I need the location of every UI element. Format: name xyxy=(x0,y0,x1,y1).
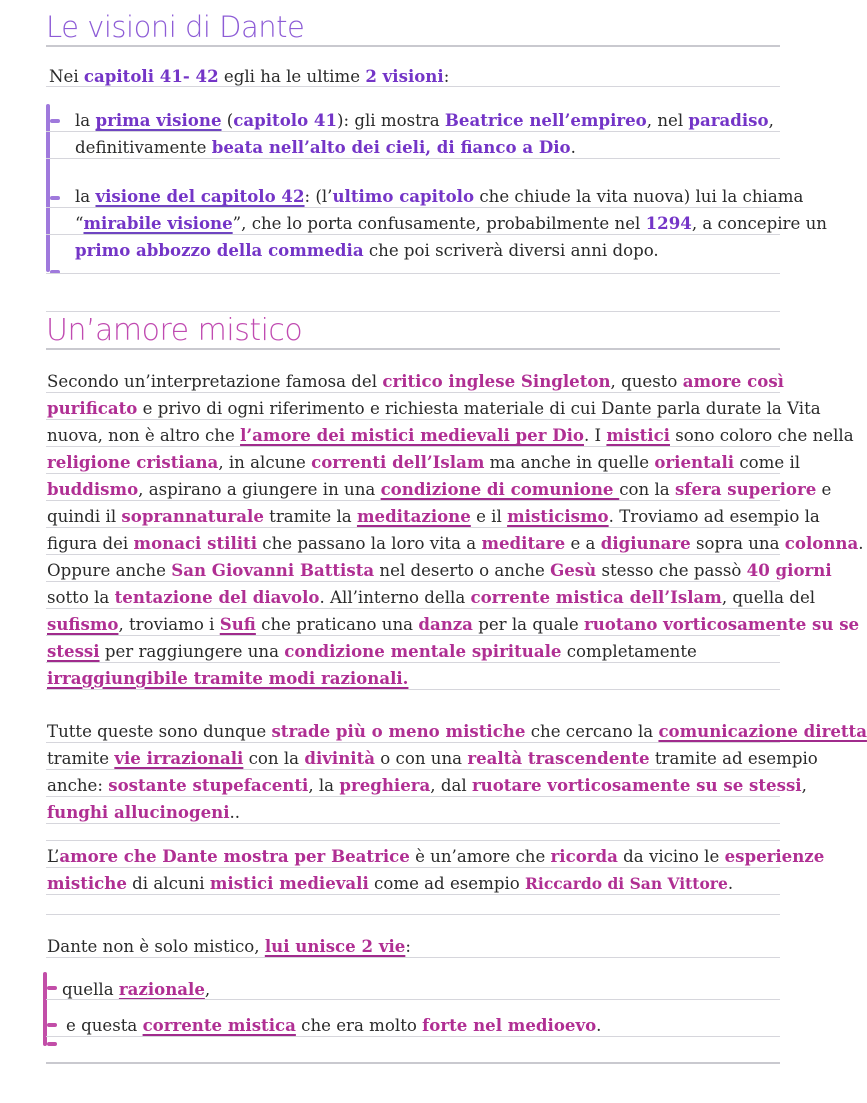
highlight: stessi xyxy=(47,641,100,661)
highlight: primo abbozzo della commedia xyxy=(75,240,364,260)
text: e privo di ogni riferimento e richiesta materiale di cui Dante parla durate la Vita xyxy=(137,399,821,418)
text: con la xyxy=(619,480,675,499)
bullet-tick xyxy=(50,196,60,200)
highlight: visione del capitolo 42 xyxy=(95,186,305,206)
text: ): gli mostra xyxy=(337,111,445,130)
highlight: funghi allucinogeni xyxy=(47,802,230,822)
divider xyxy=(46,1062,780,1064)
text: “ xyxy=(75,214,84,233)
text: di alcuni xyxy=(126,874,210,893)
divider xyxy=(46,957,780,958)
divider xyxy=(46,500,780,501)
p1-line xyxy=(47,368,784,395)
highlight: strade più o meno mistiche xyxy=(271,721,526,741)
highlight: comunicazione diretta xyxy=(658,721,867,741)
highlight: condizione di comunione xyxy=(380,479,620,499)
text: nel deserto o anche xyxy=(374,561,551,580)
text: , in alcune xyxy=(218,453,312,472)
divider xyxy=(46,914,780,915)
highlight: amore che Dante mostra per Beatrice xyxy=(59,846,410,866)
divider xyxy=(46,234,780,235)
text: per la quale xyxy=(472,615,584,634)
highlight: monaci stiliti xyxy=(133,533,258,553)
text: o con una xyxy=(375,749,468,768)
section-title-visioni: Le visioni di Dante xyxy=(46,10,305,44)
highlight: sostante stupefacenti xyxy=(108,775,309,795)
divider xyxy=(46,1036,780,1037)
highlight: Riccardo di San Vittore xyxy=(525,874,728,893)
highlight: sufismo xyxy=(47,614,119,634)
highlight: ruotano vorticosamente su se xyxy=(583,614,860,634)
text: : (l’ xyxy=(304,187,333,206)
text: Nei xyxy=(49,67,84,86)
text: : xyxy=(443,67,450,86)
text: tramite la xyxy=(263,507,357,526)
divider xyxy=(46,999,780,1000)
text: , quella del xyxy=(721,588,816,607)
text: come ad esempio xyxy=(368,874,526,893)
text: anche: xyxy=(47,776,109,795)
highlight: colonna xyxy=(784,533,859,553)
divider xyxy=(46,311,780,312)
divider xyxy=(46,894,780,895)
text: con la xyxy=(243,749,305,768)
p2-line xyxy=(47,799,240,826)
p1-line xyxy=(47,638,697,665)
highlight: digiunare xyxy=(600,533,691,553)
bracket-bar xyxy=(46,104,50,272)
divider xyxy=(46,662,780,663)
divider xyxy=(46,527,780,528)
text: , la xyxy=(308,776,340,795)
divider xyxy=(46,635,780,636)
p2-line xyxy=(47,718,867,745)
divider xyxy=(46,419,780,420)
divider xyxy=(46,608,780,609)
highlight: preghiera xyxy=(339,775,431,795)
highlight: buddismo xyxy=(47,479,139,499)
highlight: beata nell’alto dei cieli, di fianco a Dio xyxy=(211,137,571,157)
text: e xyxy=(816,480,832,499)
highlight: meditare xyxy=(481,533,566,553)
highlight: soprannaturale xyxy=(121,506,264,526)
p1-line xyxy=(47,476,831,503)
highlight: lui unisce 2 vie xyxy=(264,936,406,956)
highlight: vie irrazionali xyxy=(114,748,244,768)
highlight: mistiche xyxy=(47,873,127,893)
text: è un’amore che xyxy=(409,847,551,866)
highlight: condizione mentale spirituale xyxy=(284,641,562,661)
highlight: religione cristiana xyxy=(47,452,219,472)
highlight: orientali xyxy=(654,452,735,472)
divider xyxy=(46,207,780,208)
bullet1-line2 xyxy=(75,134,576,161)
divider xyxy=(46,86,780,87)
text: . I xyxy=(584,426,607,445)
divider xyxy=(46,769,780,770)
p1-line xyxy=(47,449,800,476)
text: come il xyxy=(734,453,801,472)
highlight: critico inglese Singleton xyxy=(382,371,611,391)
section-title-amore-mistico: Un’amore mistico xyxy=(46,313,303,348)
text: e a xyxy=(565,534,601,553)
highlight: 1294 xyxy=(645,213,692,233)
divider xyxy=(46,867,780,868)
highlight: paradiso xyxy=(688,110,769,130)
highlight: l’amore dei mistici medievali per Dio xyxy=(240,425,584,445)
highlight: Beatrice nell’empireo xyxy=(444,110,647,130)
highlight: Gesù xyxy=(550,560,597,580)
text: tramite ad esempio xyxy=(649,749,818,768)
divider xyxy=(46,823,780,824)
text: egli ha le ultime xyxy=(218,67,366,86)
highlight: irraggiungibile tramite modi razionali. xyxy=(47,668,409,688)
text: , a concepire un xyxy=(691,214,827,233)
highlight: amore così xyxy=(682,371,784,391)
text: quella xyxy=(62,980,119,999)
text: sotto la xyxy=(47,588,115,607)
text: , aspirano a giungere in una xyxy=(138,480,381,499)
highlight: corrente mistica dell’Islam xyxy=(470,587,722,607)
highlight: corrente mistica xyxy=(142,1015,296,1035)
bullet-tick xyxy=(47,1023,57,1027)
text: , troviamo i xyxy=(118,615,220,634)
highlight: mirabile visione xyxy=(83,213,233,233)
divider xyxy=(46,554,780,555)
text: . xyxy=(570,138,576,157)
highlight: meditazione xyxy=(356,506,471,526)
highlight: mistici xyxy=(606,425,670,445)
divider xyxy=(46,581,780,582)
text: . xyxy=(727,874,734,893)
divider xyxy=(46,158,780,159)
divider xyxy=(46,840,780,841)
divider xyxy=(46,45,780,47)
text: da vicino le xyxy=(617,847,725,866)
text: , nel xyxy=(646,111,689,130)
text: Oppure anche xyxy=(47,561,172,580)
p1-line xyxy=(47,503,820,530)
highlight: tentazione del diavolo xyxy=(114,587,320,607)
text: ( xyxy=(221,111,234,130)
p1-line xyxy=(47,611,859,638)
p4-line xyxy=(47,933,411,960)
highlight: esperienze xyxy=(724,846,825,866)
highlight: ruotare vorticosamente su se stessi xyxy=(471,775,802,795)
divider xyxy=(46,273,780,274)
p1-line xyxy=(47,395,821,422)
text: L’ xyxy=(47,847,60,866)
highlight: capitoli 41- 42 xyxy=(83,66,219,86)
p2-line xyxy=(47,745,818,772)
highlight: capitolo 41 xyxy=(233,110,338,130)
highlight: ultimo capitolo xyxy=(332,186,475,206)
highlight: prima visione xyxy=(95,110,222,130)
highlight: danza xyxy=(418,614,473,634)
text: che chiude la vita nuova) lui la chiama xyxy=(474,187,804,206)
text: stesso che passò xyxy=(596,561,747,580)
divider xyxy=(46,392,780,393)
divider xyxy=(46,446,780,447)
divider xyxy=(46,473,780,474)
text: : xyxy=(405,937,411,956)
text: Secondo un’interpretazione famosa del xyxy=(47,372,383,391)
text: , xyxy=(204,980,211,999)
text: sono coloro che nella xyxy=(669,426,854,445)
bullet-tick xyxy=(47,1042,57,1046)
text: , xyxy=(801,776,807,795)
text: quindi il xyxy=(47,507,122,526)
divider xyxy=(46,796,780,797)
text: . xyxy=(596,1016,602,1035)
highlight: sfera superiore xyxy=(674,479,817,499)
text: , xyxy=(768,111,774,130)
highlight: purificato xyxy=(47,398,138,418)
text: Dante non è solo mistico, xyxy=(47,937,265,956)
text: . Troviamo ad esempio la xyxy=(608,507,820,526)
highlight: San Giovanni Battista xyxy=(171,560,375,580)
text: che era molto xyxy=(295,1016,423,1035)
bullet1-line1 xyxy=(75,107,774,134)
text: figura dei xyxy=(47,534,134,553)
bracket-bar xyxy=(43,972,47,1046)
text: e questa xyxy=(66,1016,143,1035)
text: , dal xyxy=(430,776,472,795)
text: e il xyxy=(470,507,508,526)
text: la xyxy=(75,187,96,206)
text: la xyxy=(75,111,96,130)
highlight: mistici medievali xyxy=(209,873,369,893)
text: ”, che lo porta confusamente, probabilmente nel xyxy=(232,214,646,233)
p3-line xyxy=(47,843,824,870)
divider xyxy=(46,131,780,132)
bullet-tick xyxy=(47,986,57,990)
text: . All’interno della xyxy=(319,588,471,607)
divider xyxy=(46,689,780,690)
text: tramite xyxy=(47,749,115,768)
highlight: correnti dell’Islam xyxy=(311,452,485,472)
p1-line xyxy=(47,584,815,611)
highlight: razionale xyxy=(118,979,205,999)
bullet-tick xyxy=(50,119,60,123)
text: che poi scriverà diversi anni dopo. xyxy=(363,241,659,260)
p1-line xyxy=(47,422,854,449)
highlight: 40 giorni xyxy=(746,560,832,580)
p1-line xyxy=(47,557,832,584)
text: Tutte queste sono dunque xyxy=(47,722,272,741)
text: ma anche in quelle xyxy=(484,453,655,472)
highlight: realtà trascendente xyxy=(467,748,650,768)
text: sopra una xyxy=(690,534,785,553)
highlight: divinità xyxy=(304,748,375,768)
highlight: 2 visioni xyxy=(365,66,444,86)
bullet2-line2 xyxy=(75,210,827,237)
text: nuova, non è altro che xyxy=(47,426,241,445)
text: completamente xyxy=(561,642,697,661)
text: che passano la loro vita a xyxy=(257,534,482,553)
text: che praticano una xyxy=(255,615,419,634)
list-item xyxy=(66,1012,601,1039)
divider xyxy=(46,742,780,743)
p2-line xyxy=(47,772,807,799)
p1-line xyxy=(47,530,864,557)
text: .. xyxy=(229,803,241,822)
p3-line xyxy=(47,870,733,897)
highlight: misticismo xyxy=(507,506,609,526)
divider xyxy=(46,348,780,350)
text: definitivamente xyxy=(75,138,212,157)
highlight: forte nel medioevo xyxy=(422,1015,597,1035)
bullet2-line3 xyxy=(75,237,659,264)
highlight: ricorda xyxy=(550,846,618,866)
text: per raggiungere una xyxy=(99,642,285,661)
text: che cercano la xyxy=(525,722,659,741)
text: , questo xyxy=(610,372,683,391)
p1-line xyxy=(47,665,408,692)
highlight: Sufi xyxy=(219,614,256,634)
bullet2-line1 xyxy=(75,183,803,210)
text: . xyxy=(858,534,864,553)
